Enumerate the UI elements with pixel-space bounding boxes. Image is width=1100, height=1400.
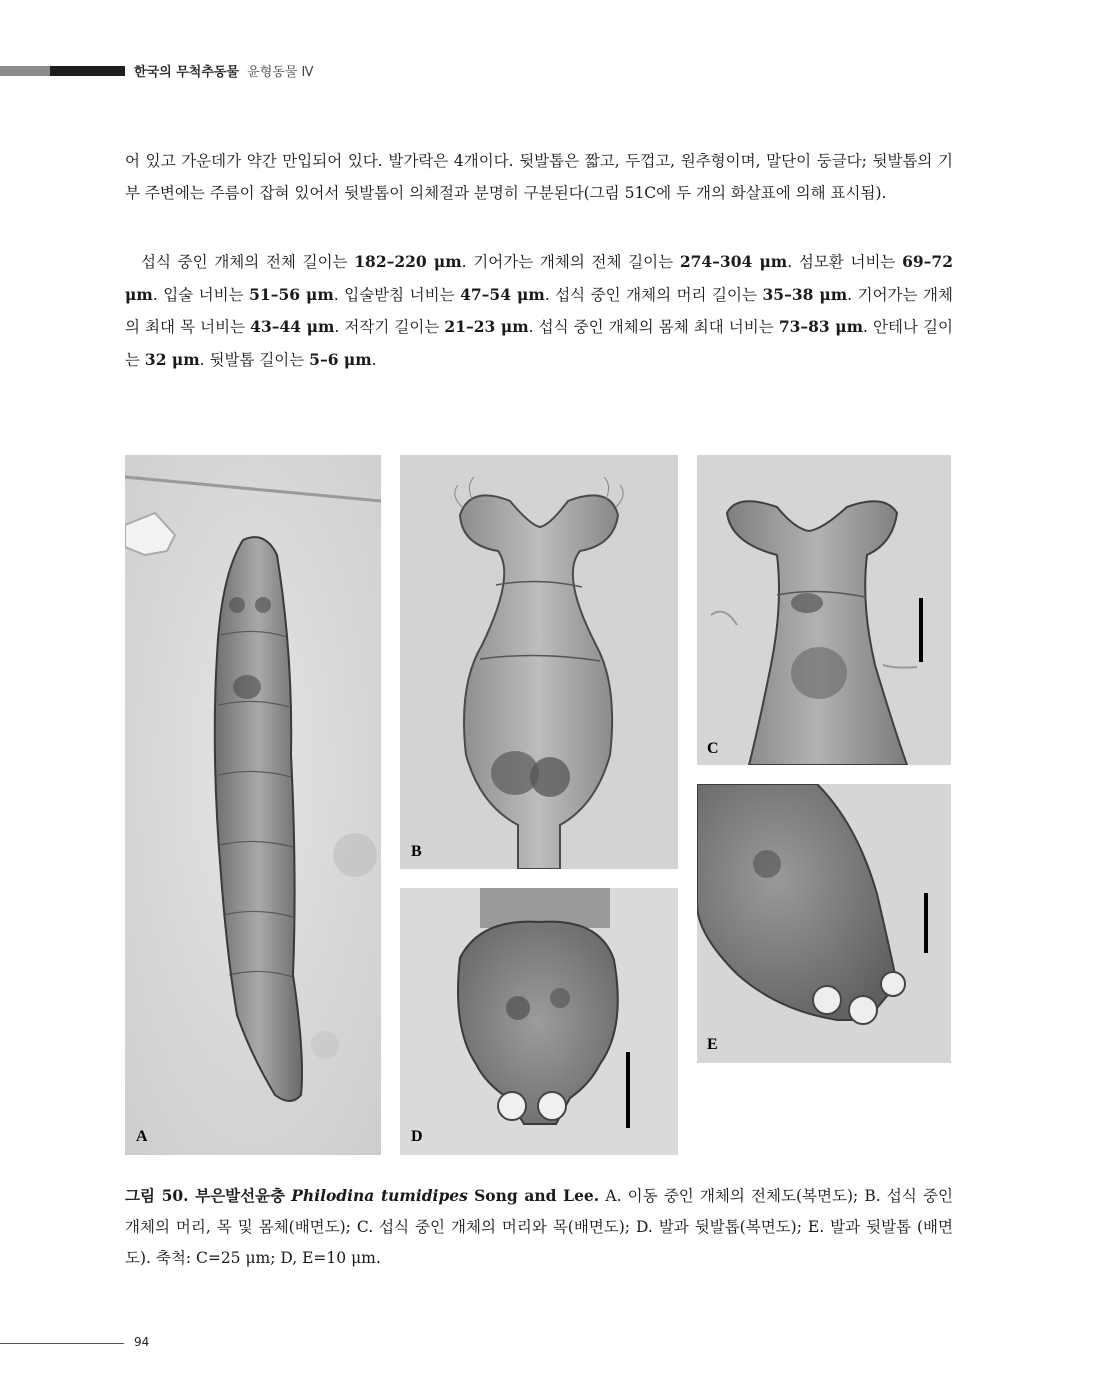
measurement-value: 32 μm — [144, 349, 200, 369]
figure-panel-b — [400, 455, 678, 869]
panel-label-a: A — [136, 1128, 148, 1145]
panel-label-b: B — [411, 843, 422, 860]
figure-panel-e — [697, 784, 951, 1063]
measurement-value: 73–83 μm — [778, 317, 864, 336]
caption-authority: Song and Lee. — [474, 1186, 600, 1205]
figure-caption — [125, 1180, 953, 1274]
scale-bar-c — [919, 598, 923, 662]
panel-label-c: C — [707, 740, 719, 757]
running-header — [134, 61, 314, 80]
paragraph-2-run: . 섭식 중인 개체의 몸체 최대 너비는 — [528, 318, 779, 336]
measurement-value: 43–44 μm — [250, 317, 335, 336]
measurement-value: 5–6 μm — [309, 349, 372, 369]
figure-panel-a — [125, 455, 381, 1155]
measurement-value: 182–220 μm — [354, 252, 462, 271]
book-subtitle: 윤형동물 Ⅳ — [247, 65, 314, 80]
measurement-value: 51–56 μm — [249, 284, 334, 304]
paragraph-2-run: . 입술받침 너비는 — [333, 285, 461, 304]
paragraph-2-run: . 섭식 중인 개체의 머리 길이는 — [544, 285, 763, 304]
paragraph-2-run: . 저작기 길이는 — [334, 318, 445, 336]
scale-bar-e — [924, 893, 928, 953]
page-number: 94 — [134, 1335, 150, 1349]
header-bar-light — [0, 66, 50, 76]
paragraph-2-run: . 기어가는 개체의 전체 길이는 — [461, 253, 680, 271]
body-paragraph-1 — [125, 146, 953, 209]
measurement-value: 47–54 μm — [460, 284, 545, 304]
measurement-value: 69–72 μm — [125, 252, 953, 304]
caption-head: 그림 50. 부은발선윤충 — [125, 1186, 286, 1205]
caption-text: A. 이동 중인 개체의 전체도(복면도); B. 섭식 중인 개체의 머리, 목 및 몸체(배면도); C. 섭식 중인 개체의 머리와 목(배면도); D. 발과 뒷발톱(복면도); E. 발과 뒷발톱 (배면도). 축척: C=25 μm; D, E=10 μm. — [125, 1187, 953, 1267]
panel-label-d: D — [411, 1128, 423, 1145]
measurement-value: 35–38 μm — [762, 284, 848, 304]
paragraph-2-run: . — [371, 350, 377, 369]
paragraph-2-run: . 입술 너비는 — [152, 285, 250, 304]
paragraph-2-run: . 뒷발톱 길이는 — [199, 350, 310, 369]
paragraph-2-text — [125, 246, 953, 376]
body-paragraph-2 — [125, 246, 953, 376]
paragraph-2-run: 섭식 중인 개체의 전체 길이는 — [141, 253, 355, 271]
footer-rule — [0, 1343, 124, 1344]
measurement-value: 274–304 μm — [679, 252, 788, 271]
figure-panel-c — [697, 455, 951, 765]
caption-scientific-name: Philodina tumidipes — [291, 1186, 468, 1205]
header-bar-dark — [50, 66, 125, 76]
book-title: 한국의 무척추동물 — [134, 65, 239, 80]
paragraph-2-run: . 기어가는 개체의 최대 목 너비는 — [125, 285, 953, 336]
scale-bar-d — [626, 1052, 630, 1128]
paragraph-1-text: 어 있고 가운데가 약간 만입되어 있다. 발가락은 4개이다. 뒷발톱은 짧고, 두껍고, 원추형이며, 말단이 둥글다; 뒷발톱의 기부 주변에는 주름이 잡혀 있어서 뒷발톱이 의체절과 분명히 구분된다(그림 51C에 두 개의 화살표에 의해 표시됨). — [125, 152, 953, 202]
panel-label-e: E — [707, 1036, 718, 1053]
measurement-value: 21–23 μm — [444, 317, 529, 336]
paragraph-2-run: . 안테나 길이는 — [125, 318, 953, 369]
figure-panel-d — [400, 888, 678, 1155]
paragraph-2-run: . 섬모환 너비는 — [787, 253, 903, 271]
